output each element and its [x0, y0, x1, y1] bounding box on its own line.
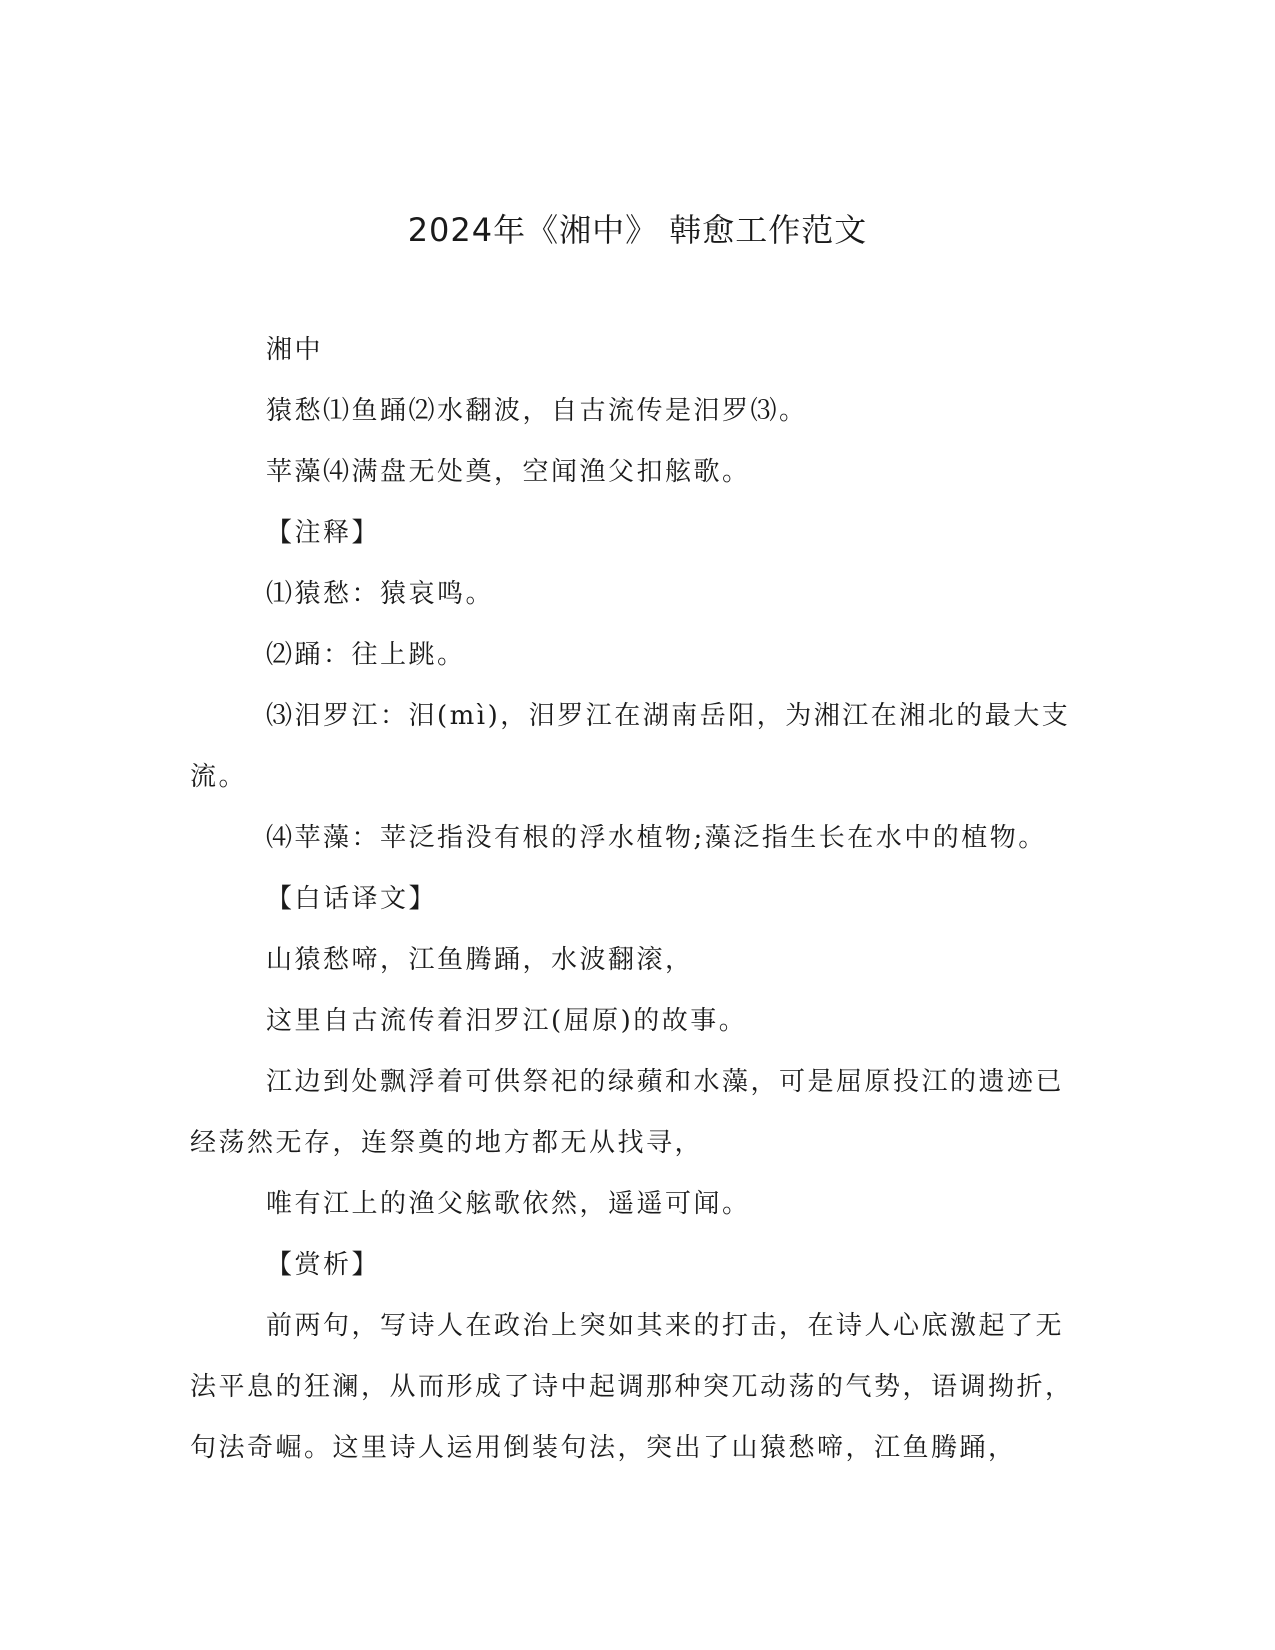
appreciation-paragraph: 前两句，写诗人在政治上突如其来的打击，在诗人心底激起了无法平息的狂澜，从而形成了诗中起调那种突兀动荡的气势，语调拗折，句法奇崛。这里诗人运用倒装句法，突出了山猿愁啼，江鱼腾踊， — [190, 1311, 1074, 1463]
poem-title: 湘中 — [266, 335, 324, 365]
translation-line: 这里自古流传着汨罗江(屈原)的故事。 — [266, 1006, 748, 1036]
note-item: ⑶汨罗江：汨(mì)，汨罗江在湖南岳阳，为湘江在湘北的最大支流。 — [190, 701, 1071, 792]
poem-line-2: 苹藻⑷满盘无处奠，空闻渔父扣舷歌。 — [266, 457, 751, 487]
section-heading-translation: 【白话译文】 — [266, 884, 438, 914]
translation-line: 江边到处飘浮着可供祭祀的绿蘋和水藻，可是屈原投江的遗迹已经荡然无存，连祭奠的地方都无从找寻， — [190, 1067, 1065, 1158]
note-item: ⑴猿愁：猿哀鸣。 — [266, 579, 495, 609]
poem-line-1: 猿愁⑴鱼踊⑵水翻波，自古流传是汨罗⑶。 — [266, 396, 808, 426]
document-body — [190, 320, 1090, 1479]
document-title: 2024年《湘中》 韩愈工作范文 — [407, 211, 868, 249]
section-heading-appreciation: 【赏析】 — [266, 1250, 381, 1280]
translation-line: 唯有江上的渔父舷歌依然，遥遥可闻。 — [266, 1189, 751, 1219]
translation-line: 山猿愁啼，江鱼腾踊，水波翻滚， — [266, 945, 694, 975]
note-item: ⑵踊：往上跳。 — [266, 640, 466, 670]
section-heading-notes: 【注释】 — [266, 518, 381, 548]
note-item: ⑷苹藻：苹泛指没有根的浮水植物;藻泛指生长在水中的植物。 — [266, 823, 1047, 853]
